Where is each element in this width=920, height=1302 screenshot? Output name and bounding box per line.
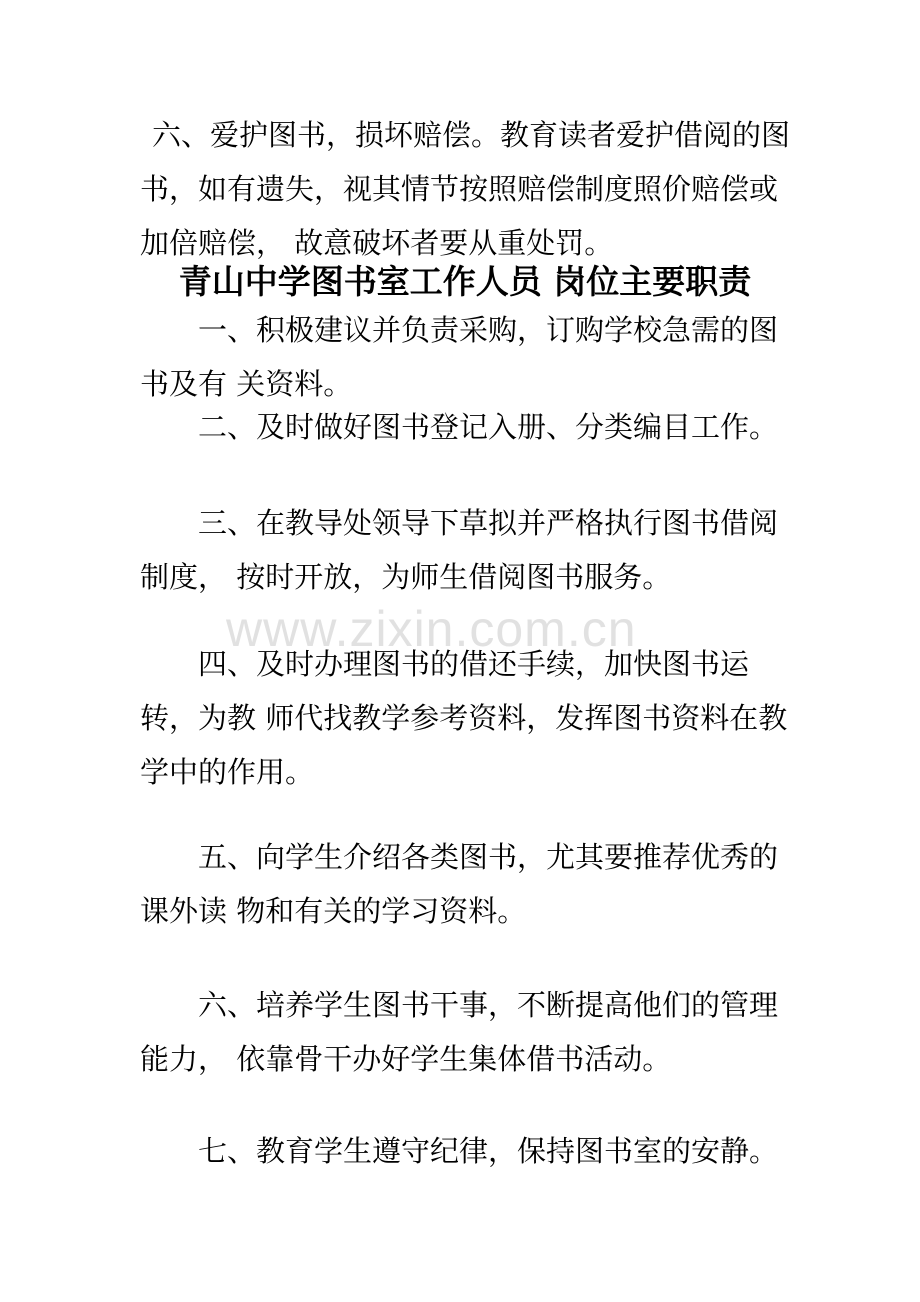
watermark: www.zixin.com.cn bbox=[226, 601, 637, 657]
duty-item-3: 三、在教导处领导下草拟并严格执行图书借阅制度， 按时开放，为师生借阅图书服务。 bbox=[140, 506, 779, 594]
duty-item-1: 一、积极建议并负责采购，订购学校急需的图书及有 关资料。 bbox=[140, 313, 779, 401]
duty-item-4: 四、及时办理图书的借还手续，加快图书运转，为教 师代找教学参考资料，发挥图书资料在教学中的作用。 bbox=[140, 647, 788, 789]
duty-item-6: 六、培养学生图书干事，不断提高他们的管理能力， 依靠骨干办好学生集体借书活动。 bbox=[140, 988, 779, 1076]
document-title: 青山中学图书室工作人员 岗位主要职责 bbox=[178, 262, 752, 301]
duty-item-7: 七、教育学生遵守纪律，保持图书室的安静。 bbox=[198, 1134, 779, 1168]
intro-paragraph: 六、爱护图书，损坏赔偿。教育读者爱护借阅的图书，如有遗失，视其情节按照赔偿制度照价赔偿或加倍赔偿， 故意破坏者要从重处罚。 bbox=[140, 118, 791, 260]
duty-item-5: 五、向学生介绍各类图书，尤其要推荐优秀的课外读 物和有关的学习资料。 bbox=[140, 840, 779, 928]
duty-item-2: 二、及时做好图书登记入册、分类编目工作。 bbox=[198, 410, 779, 444]
